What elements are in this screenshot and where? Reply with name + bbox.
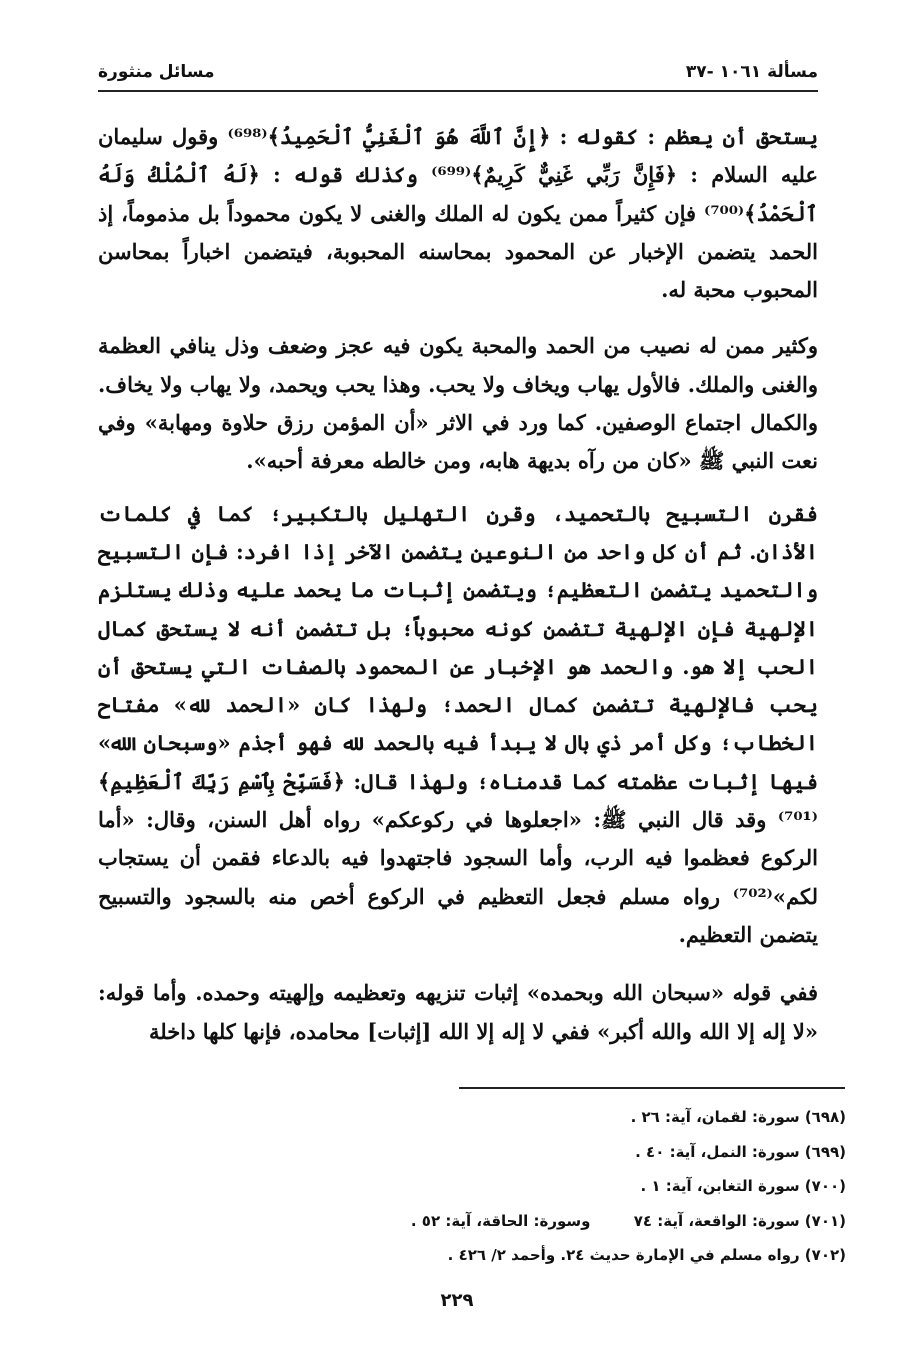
footnote	[320, 1238, 846, 1273]
page-number: ٢٢٩	[440, 1290, 474, 1311]
footnote-extra: وسورة: الحاقة، آية: ٥٢ .	[410, 1211, 591, 1230]
footnote	[320, 1204, 846, 1239]
book-title: مسائل منثورة	[98, 62, 215, 82]
footnote-text: (٧٠٠) سورة التغابن، آية: ١ .	[640, 1177, 846, 1195]
footnote	[320, 1135, 846, 1170]
paragraph: ففي قوله «سبحان الله وبحمده» إثبات تنزيهه وتعظيمه وإلهيته وحمده. وأما قوله: «لا إله إلا الله والله أكبر» ففي لا إله إلا الله [إثبات] محامده، فإنها كلها داخلة	[98, 980, 818, 1044]
paragraph: وكثير ممن له نصيب من الحمد والمحبة يكون فيه عجز وضعف وذل ينافي العظمة والغنى والملك. فالأول يهاب ويخاف ولا يحب. وهذا يحب ويحمد، ولا يهاب ولا يخاف. والكمال اجتماع الوصفين. كما ورد في الاثر «أن المؤمن رزق حلاوة ومهابة» وفي نعت النبي ﷺ «كان من رآه بديهة هابه، ومن خالطه معرفة أحبه».	[98, 333, 818, 474]
paragraph: فقرن التسبيح بالتحميد، وقرن التهليل بالتكبير؛ كما في كلمات الأذان. ثم أن كل واحد من النوعين يتضمن الآخر إذا افرد: فإن التسبيح والتحميد يتضمن التعظيم؛ ويتضمن إثبات ما يحمد عليه وذلك يستلزم الإلهية فإن الإلهية تتضمن كونه محبوباً؛ بل تتضمن أنه لا يستحق كمال الحب إلا هو. والحمد هو الإخبار عن المحمود بالصفات التي يستحق أن يحب فالإلهية تتضمن كمال الحمد؛ ولهذا كان «الحمد لله» مفتاح الخطاب؛ وكل أمر ذي بال لا يبدأ فيه بالحمد لله فهو أجذم «وسبحان الله» فيها إثبات عظمته كما قدمناه؛ ولهذا قال: ﴿فَسَبِّحْ بِٱسْمِ رَبِّكَ ٱلْعَظِيمِ﴾⁽⁷⁰¹⁾ وقد قال النبي ﷺ: «اجعلوها في ركوعكم» رواه أهل السنن، وقال: «أما الركوع فعظموا فيه الرب، وأما السجود فاجتهدوا فيه بالدعاء فقمن أن يستجاب لكم»⁽⁷⁰²⁾ رواه مسلم فجعل التعظيم في الركوع أخص منه بالسجود والتسبيح يتضمن التعظيم.	[98, 500, 818, 947]
footnote-text: (٦٩٩) سورة: النمل، آية: ٤٠ .	[635, 1142, 846, 1161]
footnote-text: (٧٠٢) رواه مسلم في الإمارة حديث ٢٤. وأحمد ٢/ ٤٢٦ .	[447, 1246, 846, 1264]
running-header	[98, 56, 818, 92]
footnote-text: (٧٠١) سورة: الواقعة، آية: ٧٤	[633, 1211, 846, 1230]
footnotes	[320, 1100, 846, 1273]
main-text	[98, 118, 818, 1051]
footnote	[320, 1169, 846, 1204]
footnote-text: (٦٩٨) سورة: لقمان، آية: ٢٦ .	[630, 1108, 846, 1126]
footnote-divider	[459, 1087, 845, 1089]
footnote	[320, 1100, 846, 1135]
issue-number: مسألة ١٠٦١ -٣٧	[685, 62, 818, 82]
paragraph: يستحق أن يعظم : كقوله : ﴿إِنَّ ٱللَّهَ هُوَ ٱلْغَنِيُّ ٱلْحَمِيدُ﴾⁽⁶⁹⁸⁾ وقول سليمان عليه السلام : ﴿فَإِنَّ رَبِّي غَنِيٌّ كَرِيمٌ﴾⁽⁶⁹⁹⁾ وكذلك قوله : ﴿لَهُ ٱلْمُلْكُ وَلَهُ ٱلْحَمْدُ﴾⁽⁷⁰⁰⁾ فإن كثيراً ممن يكون له الملك والغنى لا يكون محموداً بل مذموماً، إذ الحمد يتضمن الإخبار عن المحمود بمحاسنه المحبوبة، فيتضمن اخباراً بمحاسن المحبوب محبة له.	[98, 124, 819, 303]
